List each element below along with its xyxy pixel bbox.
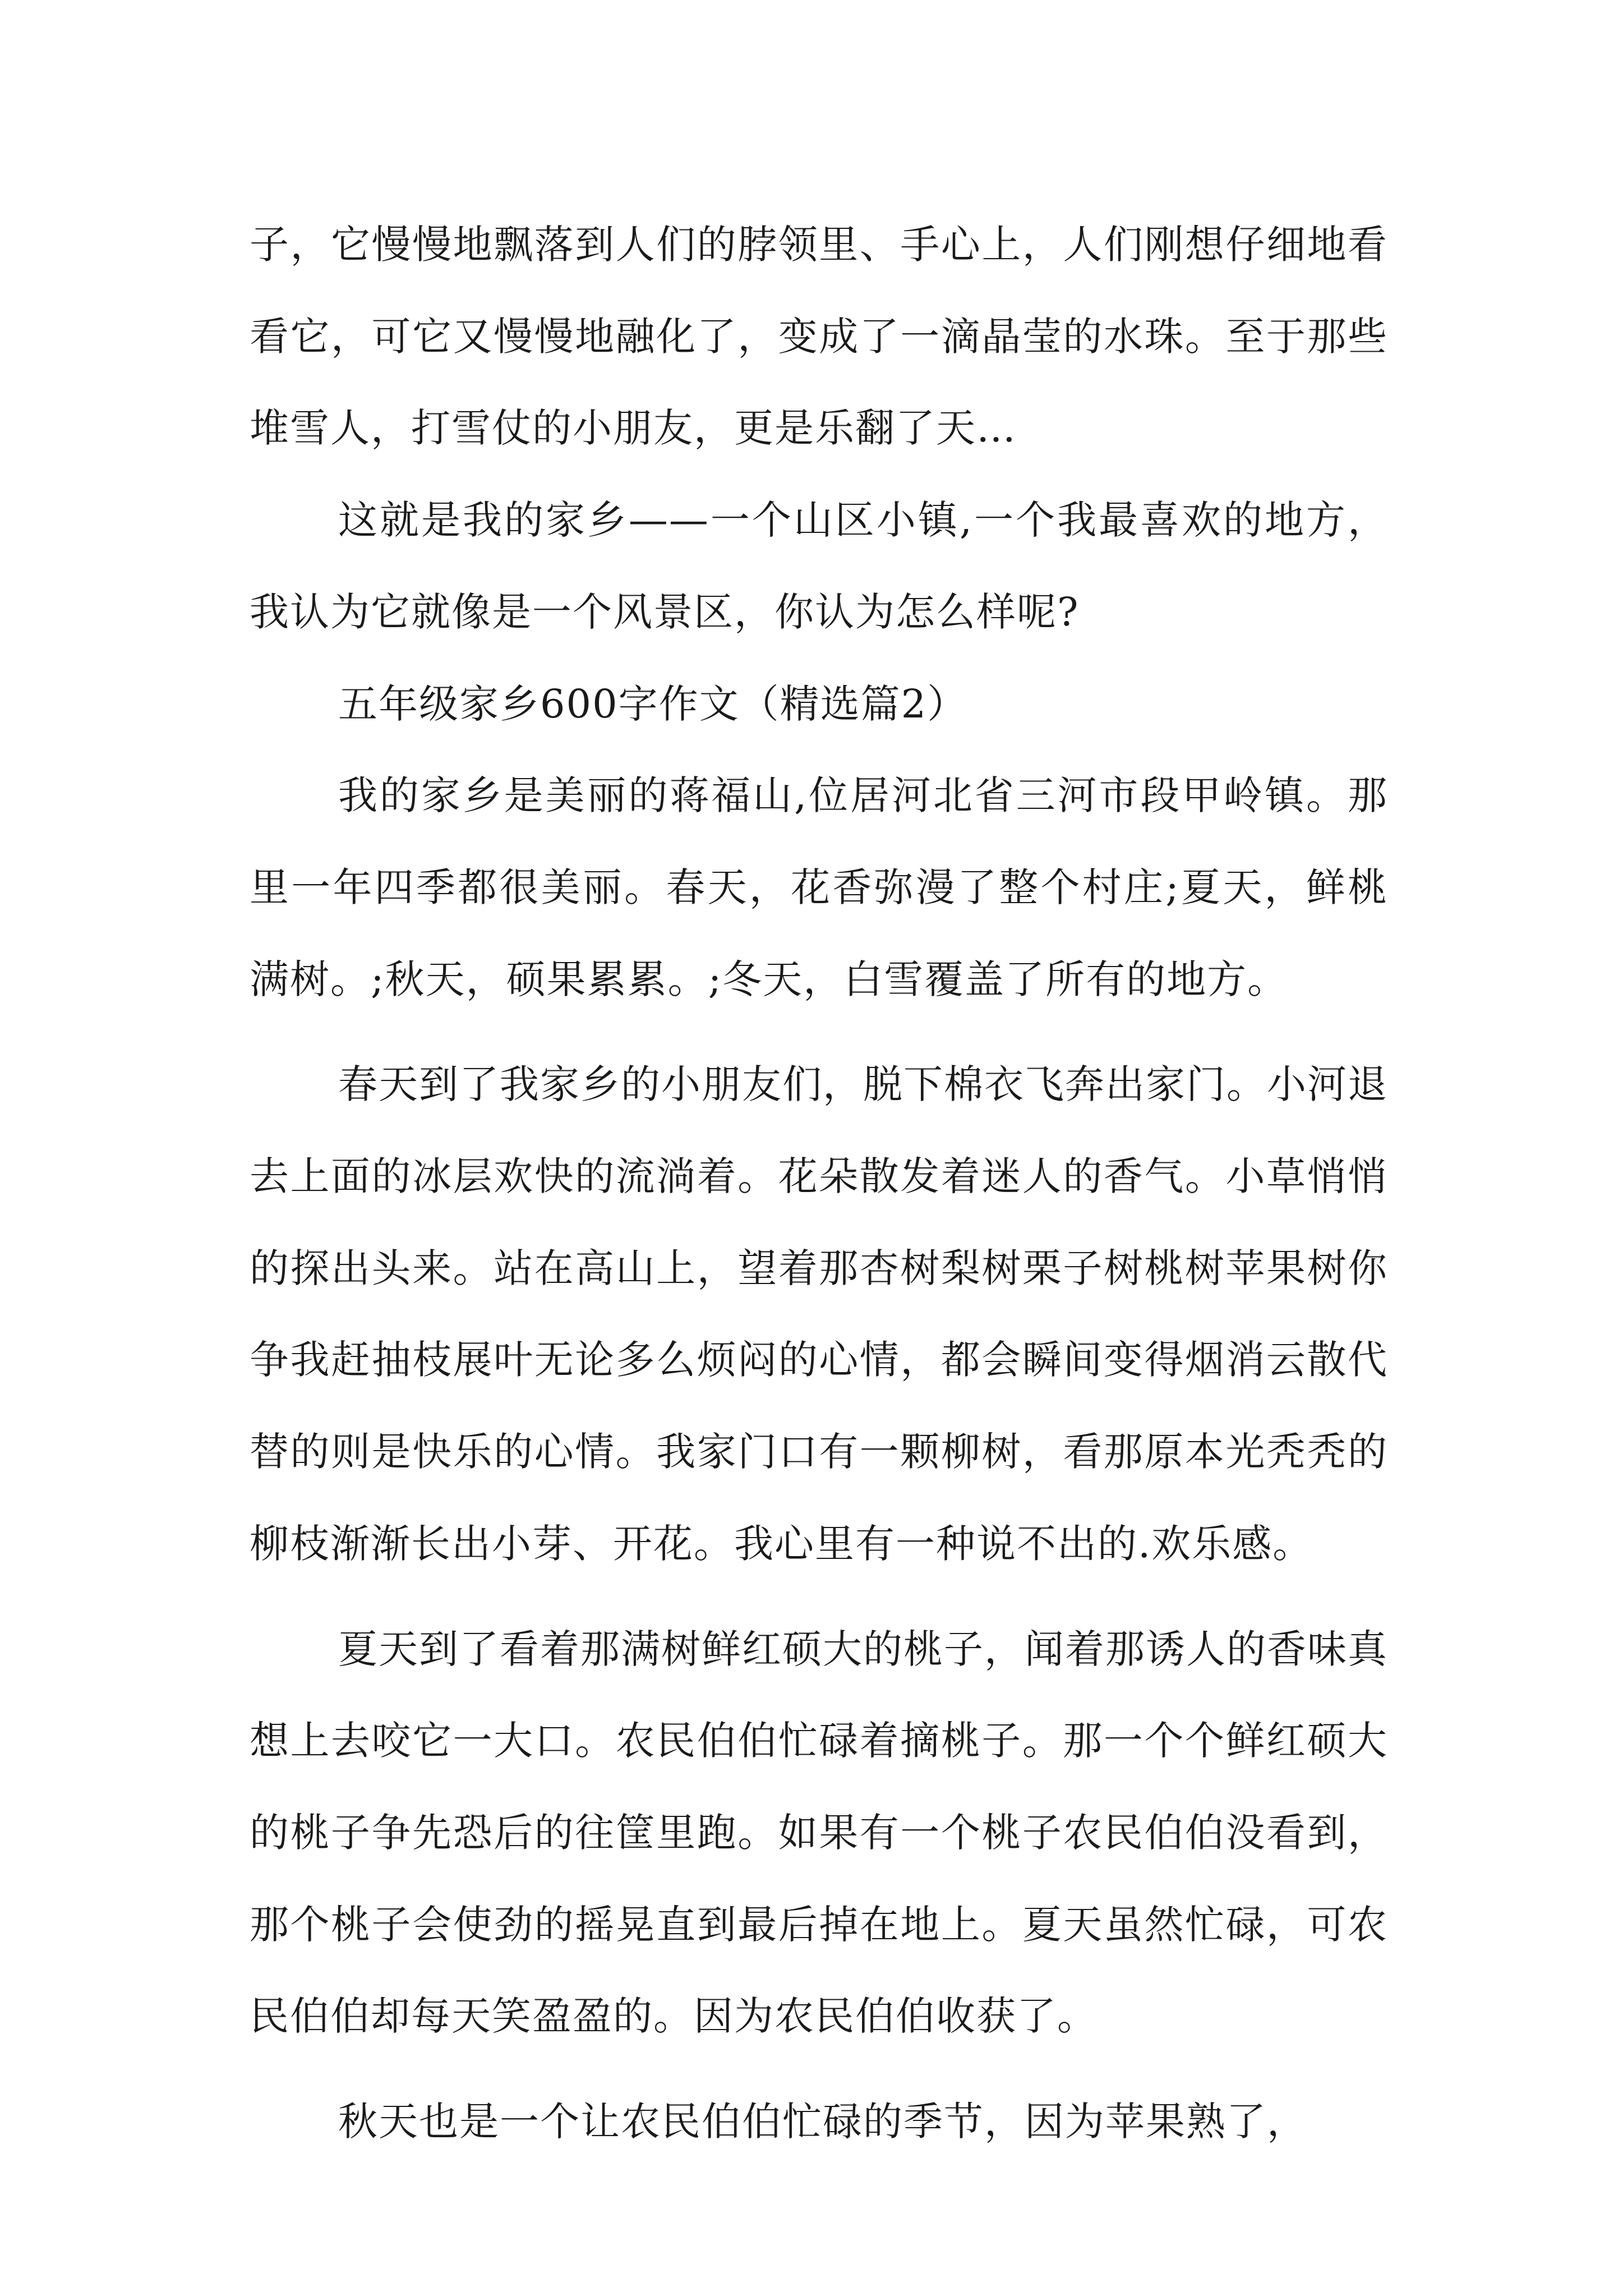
paragraph-spring: 春天到了我家乡的小朋友们，脱下棉衣飞奔出家门。小河退去上面的冰层欢快的流淌着。花朵散发着迷人的香气。小草悄悄的探出头来。站在高山上，望着那杏树梨树栗子树桃树苹果树你争我赶抽枝展叶无论多么烦闷的心情，都会瞬间变得烟消云散代替的则是快乐的心情。我家门口有一颗柳树，看那原本光秃秃的柳枝渐渐长出小芽、开花。我心里有一种说不出的.欢乐感。 [250,1061,1388,1567]
paragraph-snow-continuation: 子，它慢慢地飘落到人们的脖领里、手心上，人们刚想仔细地看看它，可它又慢慢地融化了，变成了一滴晶莹的水珠。至于那些堆雪人，打雪仗的小朋友，更是乐翻了天… [250,222,1388,452]
section-heading: 五年级家乡600字作文（精选篇2） [338,680,968,727]
paragraph-summer: 夏天到了看着那满树鲜红硕大的桃子，闻着那诱人的香味真想上去咬它一大口。农民伯伯忙碌着摘桃子。那一个个鲜红硕大的桃子争先恐后的往筐里跑。如果有一个桃子农民伯伯没看到，那个桃子会使劲的摇晃直到最后掉在地上。夏天虽然忙碌，可农民伯伯却每天笑盈盈的。因为农民伯伯收获了。 [250,1626,1388,2040]
paragraph-hometown-summary: 这就是我的家乡——一个山区小镇,一个我最喜欢的地方，我认为它就像是一个风景区，你认为怎么样呢? [250,497,1388,635]
paragraph-autumn: 秋天也是一个让农民伯伯忙碌的季节，因为苹果熟了， [338,2099,1307,2145]
paragraph-intro: 我的家乡是美丽的蒋福山,位居河北省三河市段甲岭镇。那里一年四季都很美丽。春天，花香弥漫了整个村庄;夏天，鲜桃满树。;秋天，硕果累累。;冬天，白雪覆盖了所有的地方。 [250,772,1388,1002]
article-body [250,199,1388,2168]
